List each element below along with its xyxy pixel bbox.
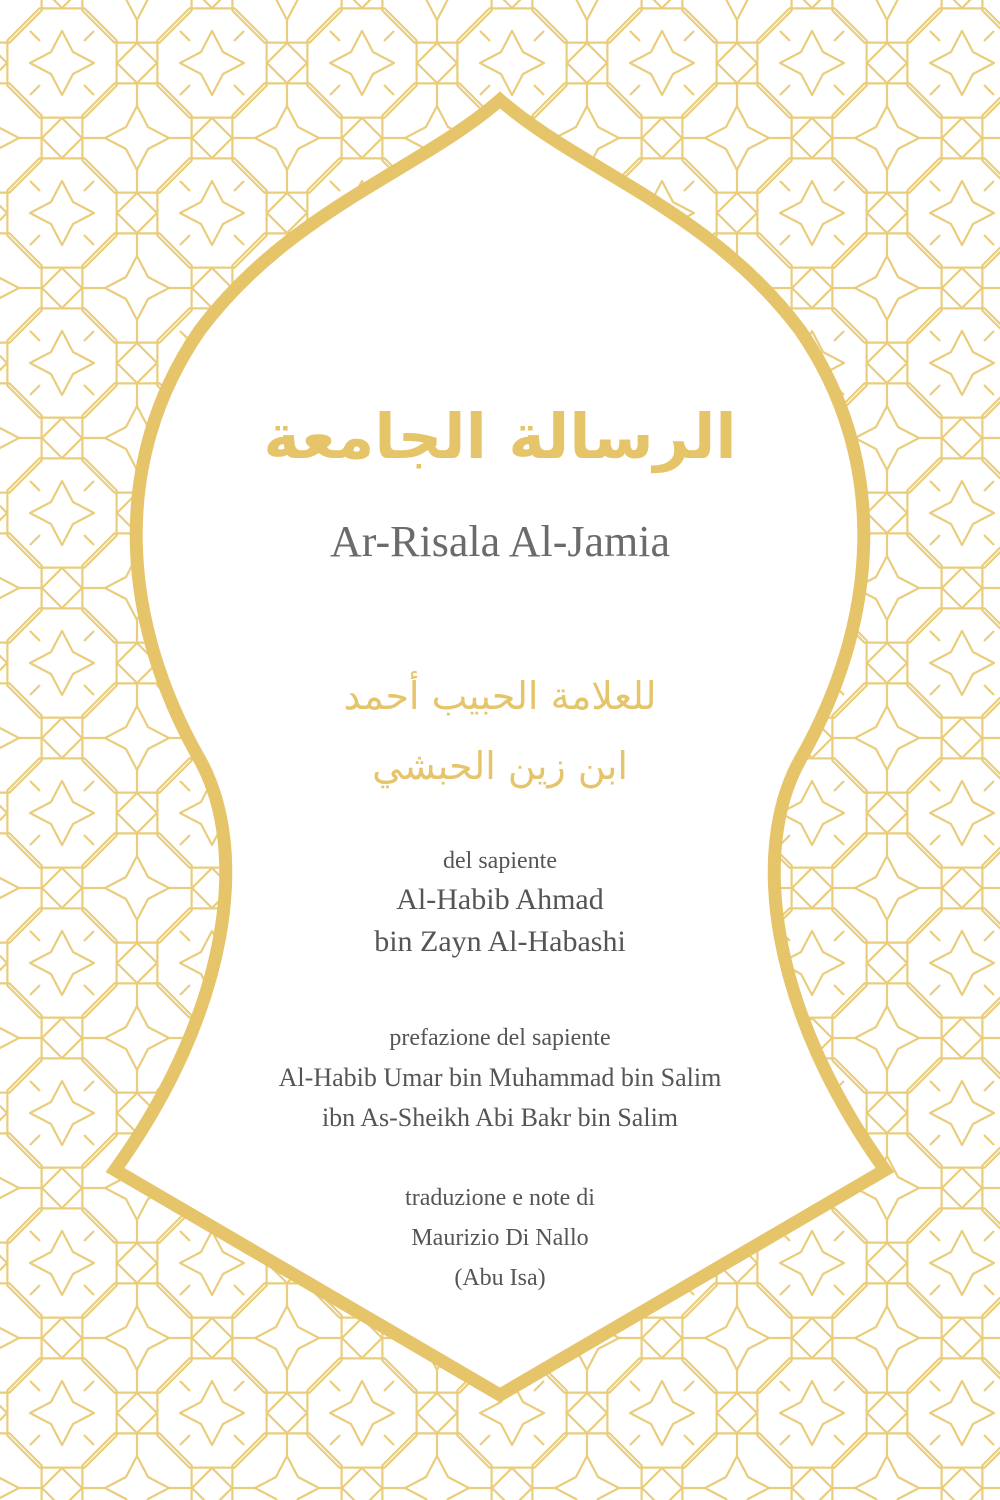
author-arabic-line2: ابن زين الحبشي: [372, 744, 628, 788]
translator-alias: (Abu Isa): [454, 1265, 546, 1291]
author-name-line1: Al-Habib Ahmad: [396, 883, 604, 916]
title-latin: Ar-Risala Al-Jamia: [329, 517, 671, 566]
translation-intro: traduzione e note di: [405, 1185, 595, 1211]
preface-name-line1: Al-Habib Umar bin Muhammad bin Salim: [278, 1063, 722, 1092]
author-arabic-line1: للعلامة الحبيب أحمد: [343, 674, 657, 718]
preface-intro: prefazione del sapiente: [389, 1025, 611, 1051]
author-name-line2: bin Zayn Al-Habashi: [374, 925, 626, 958]
translator-name: Maurizio Di Nallo: [411, 1225, 589, 1251]
title-arabic: الرسالة الجامعة: [263, 400, 737, 473]
preface-name-line2: ibn As-Sheikh Abi Bakr bin Salim: [321, 1103, 679, 1132]
author-intro: del sapiente: [443, 848, 557, 874]
